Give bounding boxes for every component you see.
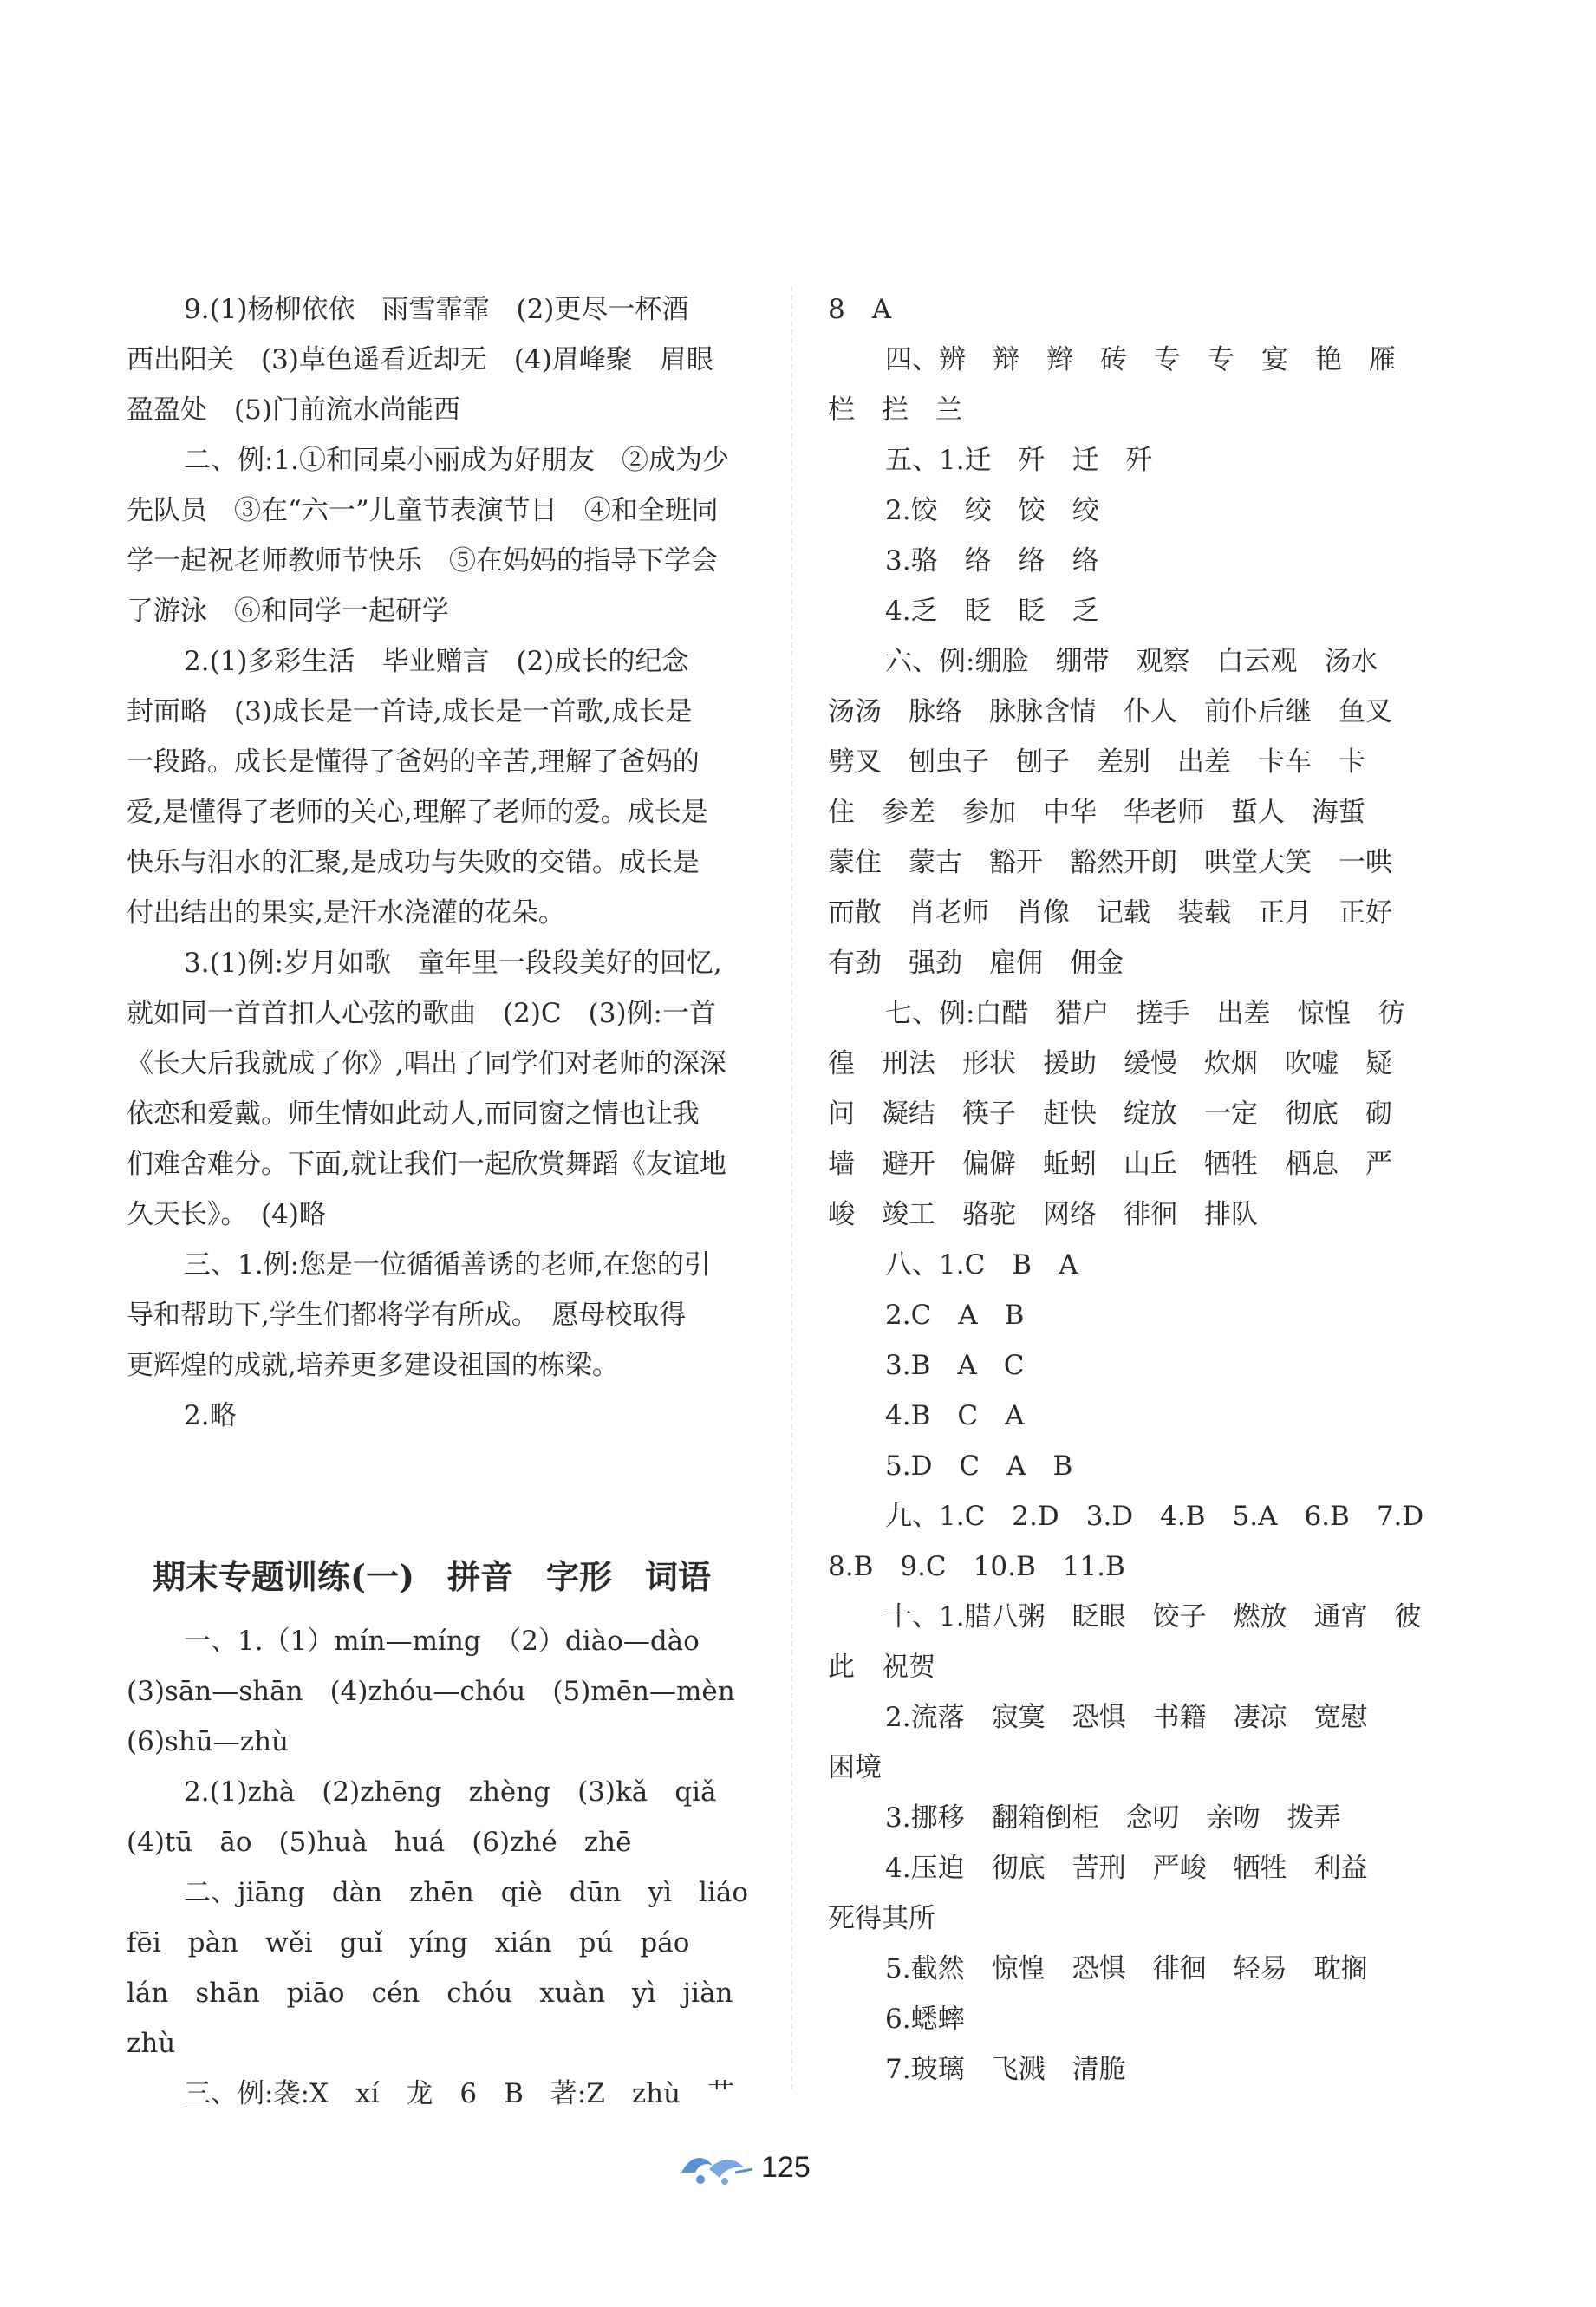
text-line: 三、例:袭:X xí 龙 6 B 著:Z zhù 艹	[184, 2078, 735, 2109]
text-line: 7.玻璃 飞溅 清脆	[885, 2054, 1126, 2085]
text-line: 此 祝贺	[828, 1652, 935, 1683]
text-line: 2.流落 寂寞 恐惧 书籍 凄凉 宽慰	[885, 1702, 1368, 1733]
text-line: 付出结出的果实,是汗水浇灌的花朵。	[127, 897, 565, 929]
text-line: 封面略 (3)成长是一首诗,成长是一首歌,成长是	[127, 696, 693, 727]
text-line: 劈叉 刨虫子 刨子 差别 出差 卡车 卡	[828, 746, 1365, 778]
text-line: 更辉煌的成就,培养更多建设祖国的栋梁。	[127, 1350, 619, 1381]
text-line: 6.蟋蟀	[885, 2004, 965, 2035]
text-line: (3)sān—shān (4)zhóu—chóu (5)mēn—mèn	[127, 1676, 735, 1707]
text-line: 住 参差 参加 中华 华老师 蜇人 海蜇	[828, 797, 1365, 828]
text-line: 学一起祝老师教师节快乐 ⑤在妈妈的指导下学会	[127, 545, 718, 577]
text-line: 就如同一首首扣人心弦的歌曲 (2)C (3)例:一首	[127, 998, 716, 1029]
text-line: 四、辨 辩 辫 砖 专 专 宴 艳 雁	[885, 344, 1396, 375]
left-column	[127, 284, 754, 2119]
text-line: 十、1.腊八粥 眨眼 饺子 燃放 通宵 彼	[885, 1601, 1422, 1632]
text-line: 8.B 9.C 10.B 11.B	[828, 1551, 1125, 1582]
text-line: 3.挪移 翻箱倒柜 念叨 亲吻 拨弄	[885, 1802, 1341, 1834]
text-line: 而散 肖老师 肖像 记载 装载 正月 正好	[828, 897, 1392, 929]
text-line: 五、1.迁 歼 迁 歼	[885, 445, 1153, 476]
bird-flower-icon	[674, 2147, 754, 2188]
text-line: 三、1.例:您是一位循循善诱的老师,在您的引	[184, 1249, 711, 1281]
right-column	[828, 284, 1461, 2095]
text-line: 一、1.（1）mín—míng （2）diào—dào	[184, 1626, 700, 1657]
text-line: 们难舍难分。下面,就让我们一起欣赏舞蹈《友谊地	[127, 1149, 726, 1180]
text-line: 九、1.C 2.D 3.D 4.B 5.A 6.B 7.D	[885, 1501, 1424, 1532]
text-line: 久天长》。 (4)略	[127, 1199, 326, 1230]
text-line: 9.(1)杨柳依依 雨雪霏霏 (2)更尽一杯酒	[184, 294, 689, 325]
text-line: zhù	[127, 2028, 176, 2059]
section-title: 期末专题训练(一) 拼音 字形 词语	[153, 1557, 711, 1596]
text-line: (4)tū āo (5)huà huá (6)zhé zhē	[127, 1827, 632, 1858]
text-line: 七、例:白醋 猎户 搓手 出差 惊惶 彷	[885, 998, 1405, 1029]
text-line: 快乐与泪水的汇聚,是成功与失败的交错。成长是	[127, 847, 700, 878]
text-line: 4.B C A	[885, 1400, 1025, 1431]
text-line: 导和帮助下,学生们都将学有所成。 愿母校取得	[127, 1300, 687, 1331]
text-line: 八、1.C B A	[885, 1249, 1078, 1281]
text-line: 徨 刑法 形状 援助 缓慢 炊烟 吹嘘 疑	[828, 1048, 1392, 1079]
text-line: 爱,是懂得了老师的关心,理解了老师的爱。成长是	[127, 797, 708, 828]
text-line: 困境	[828, 1752, 882, 1783]
text-line: 墙 避开 偏僻 蚯蚓 山丘 牺牲 栖息 严	[828, 1149, 1392, 1180]
section-gap	[127, 1441, 754, 1538]
text-line: 汤汤 脉络 脉脉含情 仆人 前仆后继 鱼叉	[828, 696, 1392, 727]
text-line: 二、例:1.①和同桌小丽成为好朋友 ②成为少	[184, 445, 730, 476]
page-number: 125	[761, 2151, 811, 2184]
text-line: 有劲 强劲 雇佣 佣金	[828, 948, 1124, 979]
text-line: 峻 竣工 骆驼 网络 徘徊 排队	[828, 1199, 1258, 1230]
text-line: lán shān piāo cén chóu xuàn yì jiàn	[127, 1978, 733, 2009]
text-line: 3.B A C	[885, 1350, 1025, 1381]
text-line: 问 凝结 筷子 赶快 绽放 一定 彻底 砌	[828, 1098, 1392, 1130]
text-line: 2.C A B	[885, 1300, 1025, 1331]
page-footer	[0, 2141, 1596, 2193]
text-line: 2.饺 绞 饺 绞	[885, 495, 1099, 526]
text-line: 二、jiāng dàn zhēn qiè dūn yì liáo	[184, 1877, 748, 1908]
text-line: 4.乏 眨 眨 乏	[885, 596, 1099, 627]
text-line: 先队员 ③在“六一”儿童节表演节目 ④和全班同	[127, 495, 719, 526]
text-line: 5.截然 惊惶 恐惧 徘徊 轻易 耽搁	[885, 1953, 1368, 1984]
text-line: 2.(1)zhà (2)zhēng zhèng (3)kǎ qiǎ	[184, 1776, 717, 1808]
text-line: 2.略	[184, 1400, 237, 1431]
text-line: 3.(1)例:岁月如歌 童年里一段段美好的回忆,	[184, 948, 722, 979]
text-line: 一段路。成长是懂得了爸妈的辛苦,理解了爸妈的	[127, 746, 700, 778]
text-line: 死得其所	[828, 1903, 935, 1934]
column-divider	[791, 286, 792, 2089]
text-line: 8 A	[828, 294, 892, 325]
text-line: 2.(1)多彩生活 毕业赠言 (2)成长的纪念	[184, 646, 689, 677]
text-line: 《长大后我就成了你》,唱出了同学们对老师的深深	[127, 1048, 726, 1079]
text-line: 依恋和爱戴。师生情如此动人,而同窗之情也让我	[127, 1098, 700, 1130]
text-line: 六、例:绷脸 绷带 观察 白云观 汤水	[885, 646, 1378, 677]
text-line: 蒙住 蒙古 豁开 豁然开朗 哄堂大笑 一哄	[828, 847, 1392, 878]
text-line: 了游泳 ⑥和同学一起研学	[127, 596, 449, 627]
text-line: 3.骆 络 络 络	[885, 545, 1099, 577]
text-line: 栏 拦 兰	[828, 394, 962, 426]
text-line: 盈盈处 (5)门前流水尚能西	[127, 394, 460, 426]
text-line: 4.压迫 彻底 苦刑 严峻 牺牲 利益	[885, 1853, 1368, 1884]
text-line: fēi pàn wěi guǐ yíng xián pú páo	[127, 1927, 690, 1958]
text-line: (6)shū—zhù	[127, 1726, 290, 1757]
text-line: 西出阳关 (3)草色遥看近却无 (4)眉峰聚 眉眼	[127, 344, 713, 375]
text-line: 5.D C A B	[885, 1450, 1073, 1482]
